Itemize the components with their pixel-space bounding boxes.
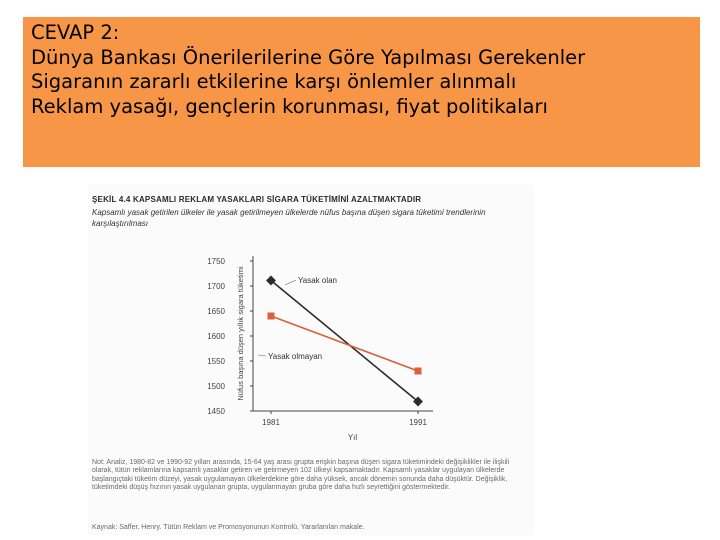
series-group	[258, 276, 423, 407]
x-axis-ticks	[262, 411, 427, 427]
y-tick-label: 1650	[207, 307, 225, 316]
figure-subtitle: Kapsamlı yasak getirilen ülkeler ile yasak getirilmeyen ülkelerde nüfus başına düşen sigara tüketimi trendlerinin karşılaştırılması	[92, 208, 486, 228]
series-line-no-ban	[271, 316, 418, 371]
answer-line-policies: Reklam yasağı, gençlerin korunması, fiyat politikaları	[31, 94, 548, 118]
figure-panel	[88, 185, 534, 535]
x-axis-label: Yıl	[347, 433, 358, 442]
source-label: Kaynak:	[92, 524, 118, 531]
figure-note: Not: Analiz, 1980-82 ve 1990-92 yılları arasında, 15-64 yaş arası grupta erişkin başına düşen sigara tüketimindeki değişiklikler ile ilişkili olarak, tütün reklamlarına kapsamlı yasaklar getiren ve getirmeyen 102 ülkeyi kapsamaktadır. Kapsamlı yasaklar uygulayan ülkelerde başlangıçtaki tüketim düzeyi, yasak uygulamayan ülkelerdekine göre daha yüksek, ancak dönemin sonunda daha düşüktür. Değişiklik, tüketimdeki düşüş hızının yasak uygulanan grupta, uygulanmayan gruba göre daha hızlı seyrettiğini göstermektedir.	[92, 459, 510, 491]
y-tick-label: 1600	[207, 332, 225, 341]
data-point-no-ban	[268, 313, 275, 320]
answer-box	[23, 17, 700, 167]
data-point-no-ban	[415, 368, 422, 375]
series-label-leader	[285, 280, 296, 285]
line-chart	[88, 235, 534, 485]
answer-line-recommendations: Dünya Bankası Önerilerilerine Göre Yapılması Gerekenler	[31, 45, 586, 69]
y-axis-ticks	[207, 257, 253, 416]
x-tick-label: 1981	[262, 418, 280, 427]
y-tick-label: 1750	[207, 257, 225, 266]
y-tick-label: 1550	[207, 357, 225, 366]
y-tick-label: 1700	[207, 282, 225, 291]
y-tick-label: 1500	[207, 382, 225, 391]
figure-title: ŞEKİL 4.4 KAPSAMLI REKLAM YASAKLARI SİGARA TÜKETİMİNİ AZALTMAKTADIR	[92, 195, 422, 204]
answer-heading: CEVAP 2:	[31, 21, 120, 44]
y-axis-label: Nüfus başına düşen yıllık sigara tüketimi	[236, 266, 245, 401]
source-text: Saffer, Henry. Tütün Reklam ve Promosyonunun Kontrolü. Yararlanılan makale.	[119, 524, 365, 531]
figure-source	[92, 524, 528, 532]
y-tick-label: 1450	[207, 407, 225, 416]
answer-line-measures: Sigaranın zararlı etkilerine karşı önlemler alınmalı	[31, 70, 517, 93]
series-line-ban	[271, 281, 418, 402]
series-label: Yasak olmayan	[268, 352, 323, 361]
series-label: Yasak olan	[298, 276, 337, 285]
x-tick-label: 1991	[409, 418, 427, 427]
series-label-leader	[258, 355, 266, 356]
